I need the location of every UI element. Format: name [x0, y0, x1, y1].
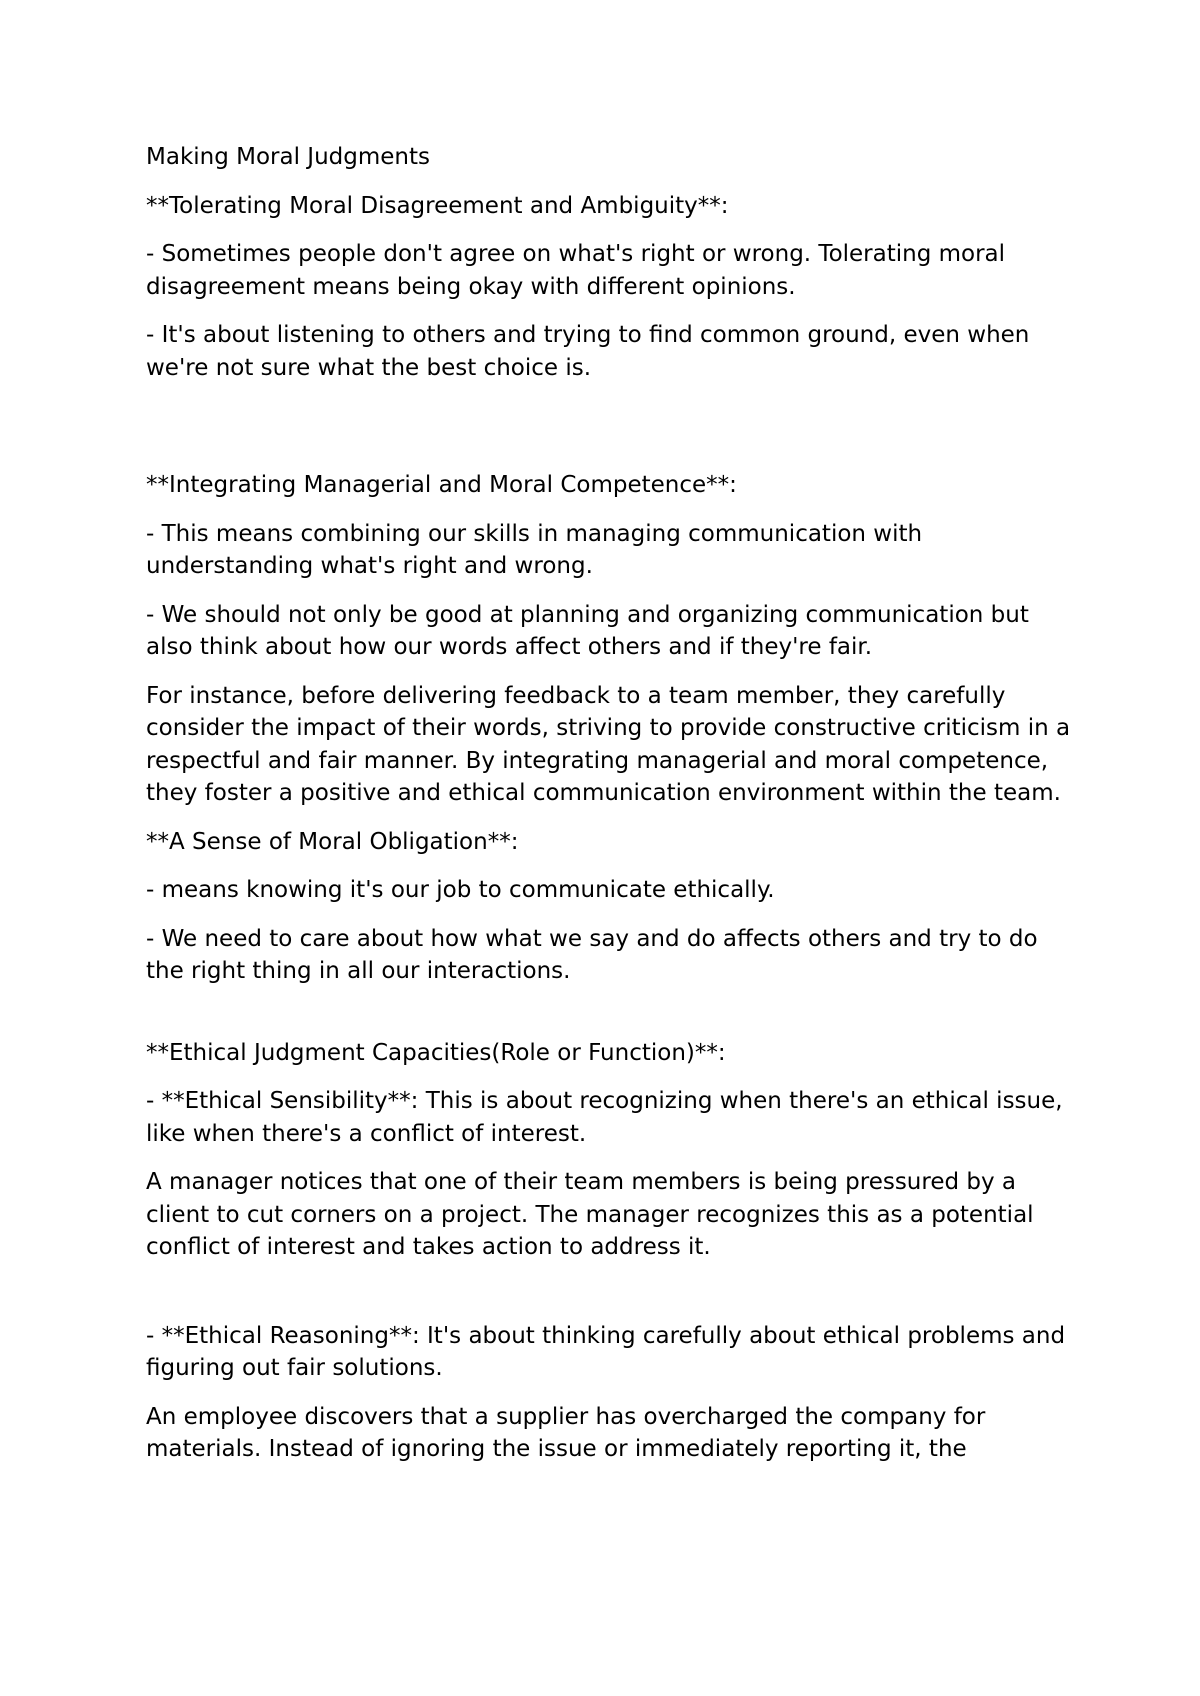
spacer: [146, 400, 1076, 469]
paragraph-tolerating-1: - Sometimes people don't agree on what's right or wrong. Tolerating moral disagreement means being okay with different opinions.: [146, 241, 1006, 300]
paragraph-sensibility-example: A manager notices that one of their team members is being pressured by a client to cut corners on a project. The manager recognizes this as a potential conflict of interest and takes action to address it.: [146, 1169, 1034, 1260]
section-heading-capacities: **Ethical Judgment Capacities(Role or Function)**:: [146, 1039, 726, 1066]
paragraph-reasoning-example: An employee discovers that a supplier has overcharged the company for materials. Instead of ignoring the issue or immediately reporting it, the: [146, 1403, 986, 1462]
section-heading-integrating: **Integrating Managerial and Moral Competence**:: [146, 472, 737, 498]
paragraph-sensibility: - **Ethical Sensibility**: This is about recognizing when there's an ethical issue, like when there's a conflict of interest.: [146, 1088, 1063, 1147]
paragraph-integrating-example: For instance, before delivering feedback to a team member, they carefully consider the impact of their words, striving to provide constructive criticism in a respectful and fair manner. By integrating managerial and moral competence, they foster a positive and ethical communication environment within the team.: [146, 682, 1071, 806]
paragraph-integrating-1: - This means combining our skills in managing communication with understanding what's right and wrong.: [146, 520, 923, 579]
paragraph-tolerating-2: - It's about listening to others and trying to find common ground, even when we're not sure what the best choice is.: [146, 322, 1030, 381]
spacer: [146, 1280, 1076, 1320]
paragraph-obligation-1: - means knowing it's our job to communicate ethically.: [146, 877, 775, 903]
spacer: [146, 1004, 1076, 1037]
section-heading-obligation: **A Sense of Moral Obligation**:: [146, 828, 519, 855]
document-body: [146, 141, 1076, 1482]
paragraph-obligation-2: - We need to care about how what we say and do affects others and try to do the right thing in all our interactions.: [146, 925, 1038, 984]
document-title: Making Moral Judgments: [146, 144, 430, 170]
paragraph-reasoning: - **Ethical Reasoning**: It's about thinking carefully about ethical problems and figuring out fair solutions.: [146, 1322, 1066, 1381]
paragraph-integrating-2: - We should not only be good at planning and organizing communication but also think about how our words affect others and if they're fair.: [146, 601, 1029, 660]
section-heading-tolerating: **Tolerating Moral Disagreement and Ambiguity**:: [146, 192, 729, 219]
